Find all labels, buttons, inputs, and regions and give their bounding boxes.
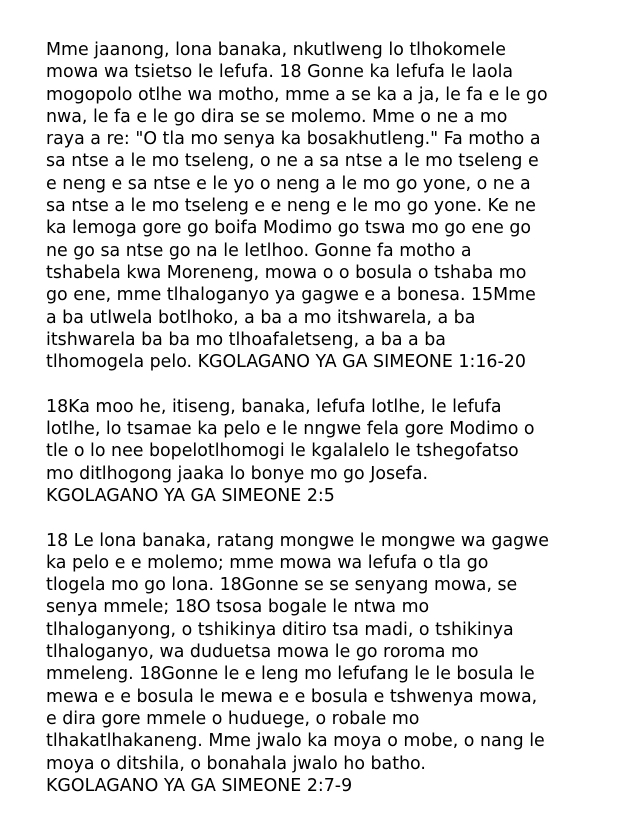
paragraph-3	[46, 530, 606, 798]
text-line: e neng e sa ntse e le yo o neng a le mo go yone, o ne a	[46, 173, 531, 194]
text-line: tlogela mo go lona. 18Gonne se se senyang mowa, se	[46, 575, 518, 596]
text-line: a ba utlwela botlhoko, a ba a mo itshwarela, a ba	[46, 307, 476, 328]
text-line: raya a re: "O tla mo senya ka bosakhutleng." Fa motho a	[46, 129, 541, 150]
paragraph-gap	[46, 373, 606, 395]
text-line: ne go sa ntse go na le letlhoo. Gonne fa motho a	[46, 240, 472, 261]
text-line: 18 Le lona banaka, ratang mongwe le mongwe wa gagwe	[46, 530, 549, 551]
paragraph-gap	[46, 507, 606, 529]
text-line: mogopolo otlhe wa motho, mme a se ka a ja, le fa e le go	[46, 84, 548, 105]
text-line: mo ditlhogong jaaka lo bonye mo go Josefa.	[46, 463, 429, 484]
text-line: moya o ditshila, o bonahala jwalo ho batho.	[46, 753, 426, 774]
text-line: senya mmele; 18O tsosa bogale le ntwa mo	[46, 597, 430, 618]
text-line: Mme jaanong, lona banaka, nkutlweng lo tlhokomele	[46, 40, 506, 60]
citation-line: tlhomogela pelo. KGOLAGANO YA GA SIMEONE 1:16-20	[46, 352, 526, 373]
text-line: sa ntse a le mo tseleng, o ne a sa ntse a le mo tseleng e	[46, 151, 539, 172]
text-line: e dira gore mmele o huduege, o robale mo	[46, 708, 420, 729]
text-line: sa ntse a le mo tseleng e e neng e le mo go yone. Ke ne	[46, 196, 536, 217]
citation-line: KGOLAGANO YA GA SIMEONE 2:7-9	[46, 775, 353, 796]
text-line: ka pelo e e molemo; mme mowa wa lefufa o tla go	[46, 552, 489, 573]
text-line: tlhaloganyo, wa duduetsa mowa le go roroma mo	[46, 642, 479, 663]
text-line: go ene, mme tlhaloganyo ya gagwe e a bonesa. 15Mme	[46, 285, 536, 306]
text-line: tle o lo nee bopelotlhomogi le kgalalelo le tshegofatso	[46, 441, 519, 462]
text-line: lotlhe, lo tsamae ka pelo e le nngwe fela gore Modimo o	[46, 419, 535, 440]
paragraph-1	[46, 39, 606, 373]
text-line: nwa, le fa e le go dira se se molemo. Mme o ne a mo	[46, 106, 508, 127]
text-line: mmeleng. 18Gonne le e leng mo lefufang le le bosula le	[46, 664, 535, 685]
text-line: tlhaloganyong, o tshikinya ditiro tsa madi, o tshikinya	[46, 619, 514, 640]
paragraph-2	[46, 396, 606, 507]
document-page	[46, 39, 606, 797]
text-line: mewa e e bosula le mewa e e bosula e tshwenya mowa,	[46, 686, 538, 707]
text-line: mowa wa tsietso le lefufa. 18 Gonne ka lefufa le laola	[46, 62, 514, 83]
citation-line: KGOLAGANO YA GA SIMEONE 2:5	[46, 485, 335, 506]
text-line: ka lemoga gore go boifa Modimo go tswa mo go ene go	[46, 218, 532, 239]
text-line: tshabela kwa Moreneng, mowa o o bosula o tshaba mo	[46, 262, 527, 283]
text-line: tlhakatlhakaneng. Mme jwalo ka moya o mobe, o nang le	[46, 731, 545, 752]
text-line: 18Ka moo he, itiseng, banaka, lefufa lotlhe, le lefufa	[46, 396, 502, 417]
text-line: itshwarela ba ba mo tlhoafaletseng, a ba a ba	[46, 329, 446, 350]
